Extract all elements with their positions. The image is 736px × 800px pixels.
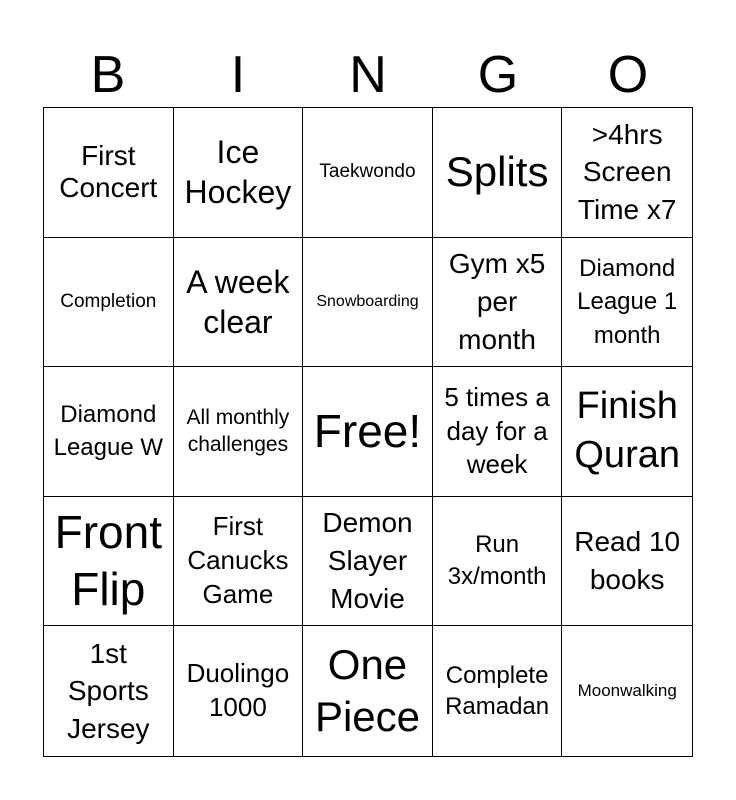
cell-label: Complete Ramadan xyxy=(445,662,550,721)
bingo-cell[interactable] xyxy=(303,108,433,238)
cell-label: >4hrs Screen Time x7 xyxy=(577,118,677,226)
bingo-cell[interactable] xyxy=(303,367,433,497)
cell-label: One Piece xyxy=(314,640,421,741)
bingo-cell[interactable] xyxy=(562,497,692,627)
bingo-cell[interactable] xyxy=(44,367,174,497)
cell-label: Run 3x/month xyxy=(447,530,547,591)
cell-label: Snowboarding xyxy=(316,292,419,310)
bingo-cell[interactable] xyxy=(174,626,304,756)
cell-label: A week clear xyxy=(186,263,290,340)
cell-label: Completion xyxy=(60,290,157,312)
cell-label: Diamond League W xyxy=(53,400,163,462)
cell-label: Ice Hockey xyxy=(184,134,292,211)
bingo-cell[interactable] xyxy=(433,238,563,368)
cell-label: 1st Sports Jersey xyxy=(67,637,150,745)
bingo-cell[interactable] xyxy=(562,626,692,756)
bingo-cell[interactable] xyxy=(433,497,563,627)
bingo-cell[interactable] xyxy=(174,367,304,497)
cell-label: Read 10 books xyxy=(574,526,681,596)
bingo-cell[interactable] xyxy=(44,497,174,627)
bingo-cell[interactable] xyxy=(174,108,304,238)
bingo-cell[interactable] xyxy=(433,108,563,238)
cell-label: All monthly challenges xyxy=(186,406,290,457)
bingo-cell[interactable] xyxy=(562,367,692,497)
cell-label: First Concert xyxy=(59,140,158,204)
bingo-cell[interactable] xyxy=(44,238,174,368)
header-letter-o: O xyxy=(607,46,649,104)
bingo-cell[interactable] xyxy=(303,497,433,627)
bingo-cell[interactable] xyxy=(303,238,433,368)
header-letter-g: G xyxy=(477,46,519,104)
cell-label: Free! xyxy=(313,405,422,458)
cell-label: Taekwondo xyxy=(319,161,416,183)
bingo-cell[interactable] xyxy=(174,238,304,368)
bingo-cell[interactable] xyxy=(44,626,174,756)
header-letter-b: B xyxy=(90,46,126,104)
bingo-cell[interactable] xyxy=(562,108,692,238)
bingo-cell[interactable] xyxy=(562,238,692,368)
cell-label: Finish Quran xyxy=(574,385,680,477)
header-letter-n: N xyxy=(349,46,387,104)
bingo-header xyxy=(43,44,693,106)
bingo-cell[interactable] xyxy=(433,626,563,756)
cell-label: Diamond League 1 month xyxy=(577,254,678,349)
bingo-board xyxy=(43,107,693,757)
header-letter-i: I xyxy=(230,46,246,104)
cell-label: Duolingo 1000 xyxy=(186,658,290,723)
bingo-cell[interactable] xyxy=(44,108,174,238)
bingo-cell[interactable] xyxy=(174,497,304,627)
cell-label: Gym x5 per month xyxy=(448,248,546,355)
cell-label: Splits xyxy=(445,148,549,196)
cell-label: Moonwalking xyxy=(577,681,677,701)
bingo-cell[interactable] xyxy=(433,367,563,497)
bingo-cell[interactable] xyxy=(303,626,433,756)
cell-label: Front Flip xyxy=(54,505,162,616)
cell-label: Demon Slayer Movie xyxy=(322,507,413,614)
cell-label: 5 times a day for a week xyxy=(444,381,550,480)
cell-label: First Canucks Game xyxy=(187,511,289,609)
